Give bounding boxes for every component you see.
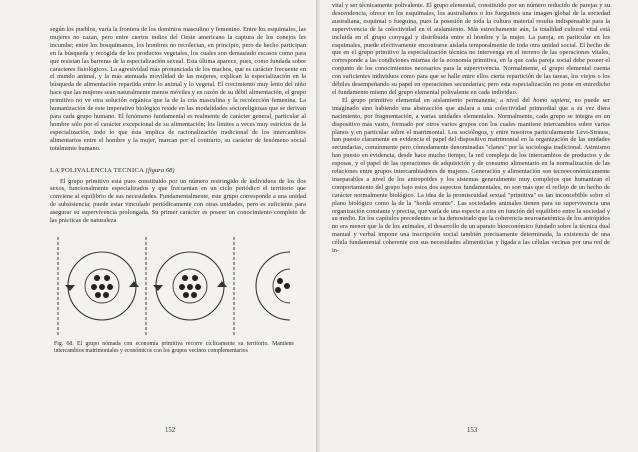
page-number-right: 153 [467,427,478,434]
section-title-text: LA POLIVALENCIA TECNICA [50,166,144,174]
section-title [50,167,306,174]
section-figure-ref: (figura 68) [145,166,175,174]
left-page [0,0,318,452]
left-paragraph-1: según los pueblos, varía la frontera de los dominios masculino y femenino. Entre los esquimales, las mujeres no cazan, pero entre ciertos indios del Oeste americano la captura de los conejos les incumbe; entre los bosquimanos, los hombres no recolectan, en principio, pero de hecho participan en la búsqueda y recogida de los productos vegetales, los cuales son demasiado escasos como para que resistan las barreras de la especialización sexual. Esta última aparece, pues, como fundada sobre caracteres fisiológicos. La agresividad más pronunciada de los machos, que es carácter frecuente en el mundo animal, y la más atenuada movilidad de las mujeres, explican la especialización en la búsqueda de alimentación repartida entre lo animal y lo vegetal. El crecimiento muy lento del niño hace que las mujeres sean naturalmente menos móviles y en razón de su débil alimentación, el grupo primitivo no ve otra solución orgánica que la de la cría masculina y la recolección femenina. La humanización de este imperativo biológico reside en las modalidades socioreligiosas que se derivan para cada grupo humano. El fenómeno fundamental es realmente de carácter general, particular al hombre sólo por el carácter excepcional de su alimentación; los límites a veces muy estrictos de la especialización, todo lo que ésta implica de racionalización tradicional de los intercambios alimentarios entre el hombre y la mujer, marcan por el contrario, su carácter de fenómeno social totalmente humano. [50,26,306,152]
right-paragraph-1: vital y ser técnicamente polivalente. El grupo elemental, constituido por un número reducido de parejas y su descendencia, ofrece en los esquimales, los australianos o los fueguinos una imagen global de la sociedad australiana, esquimal o fueguina, pues la posesión de toda la cultura material resulta indispensable para la supervivencia de la colectividad en el aislamiento. Más estrechamente aún, la totalidad cultural vital está incluida en el grupo conyugal y distribuida entre el hombre y la mujer. La pareja, en particular en los esquimales, puede efectivamente encontrarse aislada temporalmente de toda otra unidad social. El hecho de que en el grupo primitivo la especialización técnica no intervenga en el terreno de las operaciones vitales, corresponde a las condiciones mismas de la economía primitiva, en la que cada pareja social debe poseer el conjunto de los conocimientos necesarios para la supervivencia. Normalmente, el grupo elemental cuenta con suficientes individuos como para que se halle entre ellos cierta repartición de las tareas, los viejos o los débiles desempeñando su papel en operaciones secundarias; pero esta especialización no pone en entredicho el fundamento mismo del grupo elemental polivalente en cada individuo. [332,2,610,96]
figure-68-diagram [54,235,294,337]
right-paragraph-2 [332,97,610,255]
homo-sapiens-term: homo sapiens [533,96,570,104]
figure-caption: Fig. 68. El grupo nómada con economía primitiva recorre cíclicamente su territorio. Mantiene intercambios matrimoniales y económicos con los grupos vecinos complementarios [54,340,294,354]
figure-68 [54,235,294,337]
right-page [320,0,638,452]
right-paragraph-2-rest: , no puede ser imaginado sino habiendo una abstracción que aislara a una colectividad primordial que a su vez diera nacimiento, por fragmentación, a varias unidades elementales. Normalmente, cada grupo se integra en un dispositivo más vasto, formado por otros varios grupos con los cuales mantiene intercambios sobre varios planos y en particular sobre el matrimonial. Los sociólogos, y entre nosotros particularmente Levi-Strauss, han puesto claramente en evidencia el papel del dispositivo matrimonial en la organización de las unidades secundarias, comúnmente pero cómodamente denominadas "clanes" por la sociología tradicional. Asimismo han puesto en evidencia, desde hace mucho tiempo, la red compleja de los intercambios de productos y de esposas, y el papel de las operaciones de adquisición y de consumo alimentario en la normalización de las relaciones entre grupos intercambiadores de mujeres. Generación y alimentación son tecnoeconómicamente inseparables a nivel de los antropoides y los sistemas generalmente muy complejos que humanizan el comportamiento del grupo bajo estos dos aspectos fundamentales, no son más que el reflejo de un hecho de carácter normalmente biológico. La idea de la promiscuidad sexual "primitiva" es tan inconcebible sobre el plano biológico como la de la "horda errante". Las sociedades animales tienen para su supervivencia una organización constante y precisa, que varía de una especie a otra en función del equilibrio entre la sociedad y su medio. En los capítulos precedentes se ha demostrado que la coherencia neuroanatómica de los antrópidos no era menor que la de los animales, el desarrollo de un aparato bioeconómico fundado sobre la técnica dual manual y verbal impone una inscripción social también precisamente determinada, la existencia de una célula fundamental coherente con sus necesidades alimenticias y ligada a las células vecinas por una red de in- [332,96,610,255]
page-number-left: 152 [165,427,176,434]
left-paragraph-2: El grupo primitivo está pues constituido por un número restringido de individuos de los dos sexos, funcionalmente especializados y que frecuentan en un ciclo periódico el territorio que conviene al equilibrio de sus necesidades. Fundamentalmente, este grupo corresponde a una unidad de subsistencia; puede estar vinculado periódicamente con otras unidades, pero es suficiente para asegurar su supervivencia prolongada. Su primer carácter es poseer un conocimiento completo de las prácticas de naturaleza [50,177,306,225]
right-paragraph-2-start: El grupo primitivo elemental en aislamiento permanente, a nivel del [342,96,534,104]
